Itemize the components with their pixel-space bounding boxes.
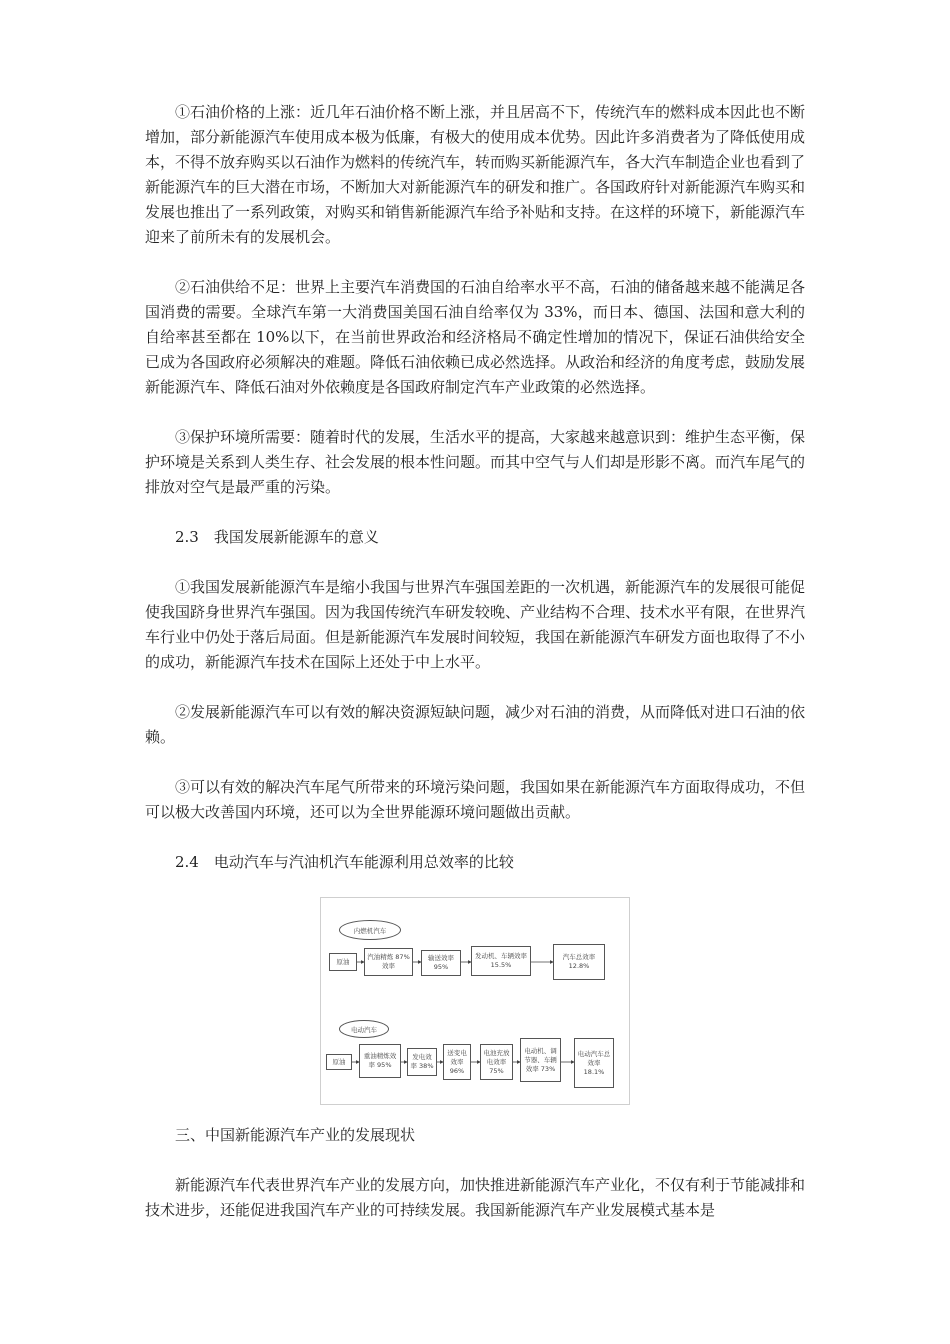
paragraph-significance-1: ①我国发展新能源汽车是缩小我国与世界汽车强国差距的一次机遇，新能源汽车的发展很可能促使我国跻身世界汽车强国。因为我国传统汽车研发较晚、产业结构不合理、技术水平有限，在世界汽车行业中仍处于落后局面。但是新能源汽车发展时间较短，我国在新能源汽车研发方面也取得了不小的成功，新能源汽车技术在国际上还处于中上水平。 bbox=[145, 578, 806, 671]
ev-node-generation: 发电效率 38% bbox=[407, 1048, 437, 1076]
ev-node-motor: 电动机、调节器、车辆效率 73% bbox=[520, 1038, 561, 1082]
ev-title-oval: 电动汽车 bbox=[339, 1020, 389, 1038]
heading-2-4: 2.4 电动汽车与汽油机汽车能源利用总效率的比较 bbox=[175, 853, 514, 871]
ice-node-engine: 发动机、车辆效率 15.5% bbox=[471, 946, 531, 976]
ev-node-total: 电动汽车总效率 18.1% bbox=[574, 1038, 614, 1088]
heading-section-3: 三、中国新能源汽车产业的发展现状 bbox=[175, 1126, 416, 1144]
ice-node-total: 汽车总效率 12.8% bbox=[553, 944, 605, 980]
ev-node-crude: 原油 bbox=[326, 1054, 352, 1070]
ev-node-refining: 重油精炼效率 95% bbox=[359, 1044, 401, 1078]
paragraph-significance-3: ③可以有效的解决汽车尾气所带来的环境污染问题，我国如果在新能源汽车方面取得成功，不但可以极大改善国内环境，还可以为全世界能源环境问题做出贡献。 bbox=[145, 778, 806, 821]
paragraph-oil-price: ①石油价格的上涨：近几年石油价格不断上涨，并且居高不下，传统汽车的燃料成本因此也不断增加，部分新能源汽车使用成本极为低廉，有极大的使用成本优势。因此许多消费者为了降低使用成本，不得不放弃购买以石油作为燃料的传统汽车，转而购买新能源汽车，各大汽车制造企业也看到了新能源汽车的巨大潜在市场，不断加大对新能源汽车的研发和推广。各国政府针对新能源汽车购买和发展也推出了一系列政策，对购买和销售新能源汽车给予补贴和支持。在这样的环境下，新能源汽车迎来了前所未有的发展机会。 bbox=[145, 103, 806, 246]
heading-2-3: 2.3 我国发展新能源车的意义 bbox=[175, 528, 379, 546]
ice-node-transport: 输送效率 95% bbox=[421, 950, 461, 976]
paragraph-environment: ③保护环境所需要：随着时代的发展，生活水平的提高，大家越来越意识到：维护生态平衡，保护环境是关系到人类生存、社会发展的根本性问题。而其中空气与人们却是形影不离。而汽车尾气的排放对空气是最严重的污染。 bbox=[145, 428, 806, 496]
ev-node-transmission: 送变电效率 96% bbox=[443, 1044, 471, 1080]
ice-node-refining: 汽油精炼 87%效率 bbox=[364, 948, 413, 976]
paragraph-significance-2: ②发展新能源汽车可以有效的解决资源短缺问题，减少对石油的消费，从而降低对进口石油的依赖。 bbox=[145, 703, 806, 746]
efficiency-diagram bbox=[320, 897, 630, 1105]
ice-node-crude: 原油 bbox=[329, 953, 357, 971]
document-page bbox=[145, 100, 805, 1223]
ice-title-oval: 内燃机汽车 bbox=[339, 920, 401, 940]
paragraph-industry-status: 新能源汽车代表世界汽车产业的发展方向，加快推进新能源汽车产业化，不仅有利于节能减排和技术进步，还能促进我国汽车产业的可持续发展。我国新能源汽车产业发展模式基本是 bbox=[145, 1176, 806, 1219]
ev-node-battery: 电池充放电效率 75% bbox=[480, 1044, 513, 1080]
paragraph-oil-supply: ②石油供给不足：世界上主要汽车消费国的石油自给率水平不高，石油的储备越来越不能满足各国消费的需要。全球汽车第一大消费国美国石油自给率仅为 33%，而日本、德国、法国和意大利的自给率甚至都在 10%以下，在当前世界政治和经济格局不确定性增加的情况下，保证石油供给安全已成为各国政府必须解决的难题。降低石油依赖已成必然选择。从政治和经济的角度考虑，鼓励发展新能源汽车、降低石油对外依赖度是各国政府制定汽车产业政策的必然选择。 bbox=[145, 278, 806, 396]
